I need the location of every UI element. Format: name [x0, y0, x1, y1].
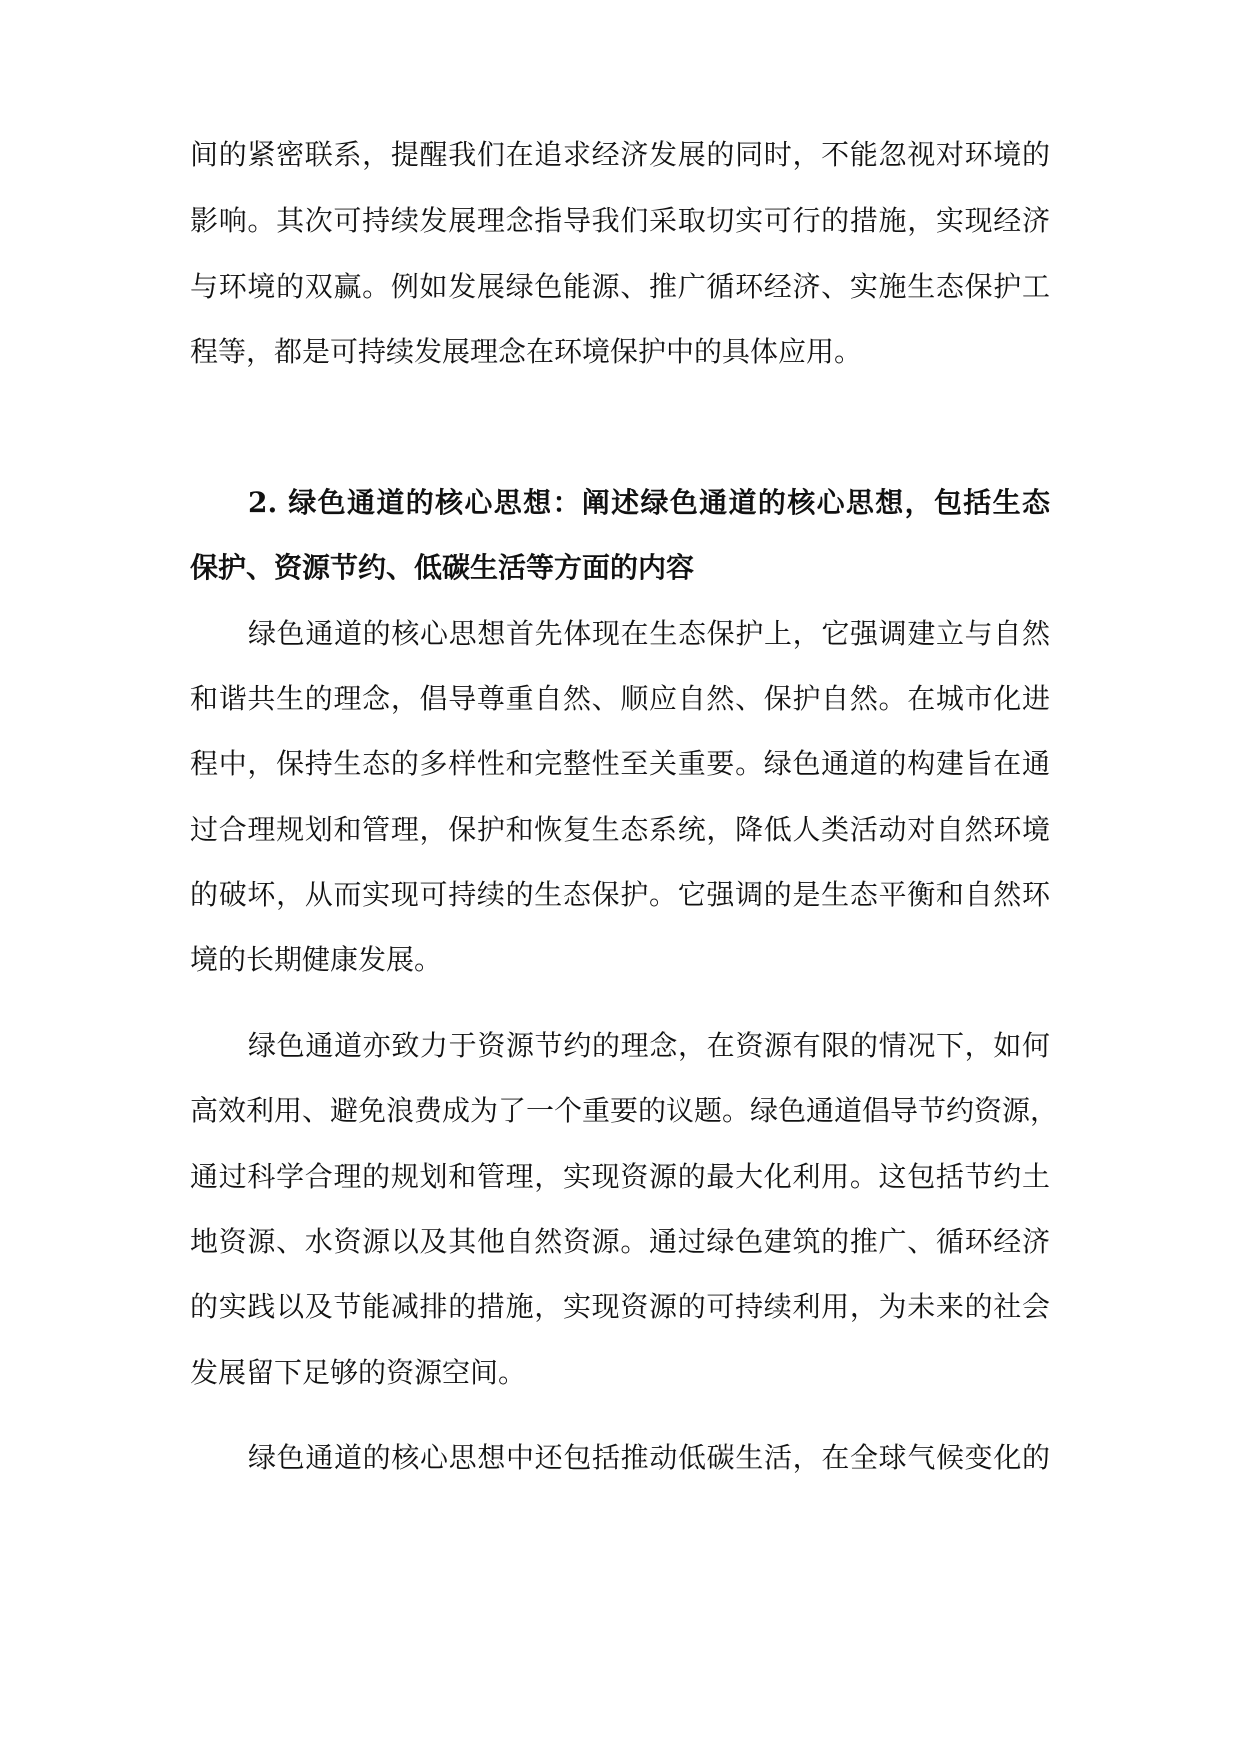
section-heading-line: 2. 绿色通道的核心思想：阐述绿色通道的核心思想，包括生态	[248, 486, 1050, 519]
paragraph-line: 间的紧密联系，提醒我们在追求经济发展的同时，不能忽视对环境的	[190, 138, 1050, 171]
paragraph-line: 发展留下足够的资源空间。	[190, 1356, 527, 1389]
paragraph-line: 地资源、水资源以及其他自然资源。通过绿色建筑的推广、循环经济	[190, 1225, 1050, 1258]
paragraph-line: 的破坏，从而实现可持续的生态保护。它强调的是生态平衡和自然环	[190, 878, 1050, 911]
paragraph-line: 程等，都是可持续发展理念在环境保护中的具体应用。	[190, 335, 863, 368]
paragraph-line: 绿色通道的核心思想首先体现在生态保护上，它强调建立与自然	[248, 617, 1050, 650]
paragraph-line: 境的长期健康发展。	[190, 943, 443, 976]
paragraph-line: 绿色通道的核心思想中还包括推动低碳生活，在全球气候变化的	[248, 1441, 1050, 1474]
paragraph-line: 高效利用、避免浪费成为了一个重要的议题。绿色通道倡导节约资源，	[190, 1094, 1059, 1127]
paragraph-line: 过合理规划和管理，保护和恢复生态系统，降低人类活动对自然环境	[190, 813, 1050, 846]
paragraph-line: 影响。其次可持续发展理念指导我们采取切实可行的措施，实现经济	[190, 204, 1050, 237]
paragraph-line: 的实践以及节能减排的措施，实现资源的可持续利用，为未来的社会	[190, 1290, 1050, 1323]
paragraph-line: 绿色通道亦致力于资源节约的理念，在资源有限的情况下，如何	[248, 1029, 1050, 1062]
paragraph-line: 与环境的双赢。例如发展绿色能源、推广循环经济、实施生态保护工	[190, 270, 1050, 303]
paragraph-line: 通过科学合理的规划和管理，实现资源的最大化利用。这包括节约土	[190, 1160, 1050, 1193]
paragraph-line: 和谐共生的理念，倡导尊重自然、顺应自然、保护自然。在城市化进	[190, 682, 1050, 715]
section-heading-line: 保护、资源节约、低碳生活等方面的内容	[190, 551, 695, 584]
paragraph-line: 程中，保持生态的多样性和完整性至关重要。绿色通道的构建旨在通	[190, 747, 1050, 780]
